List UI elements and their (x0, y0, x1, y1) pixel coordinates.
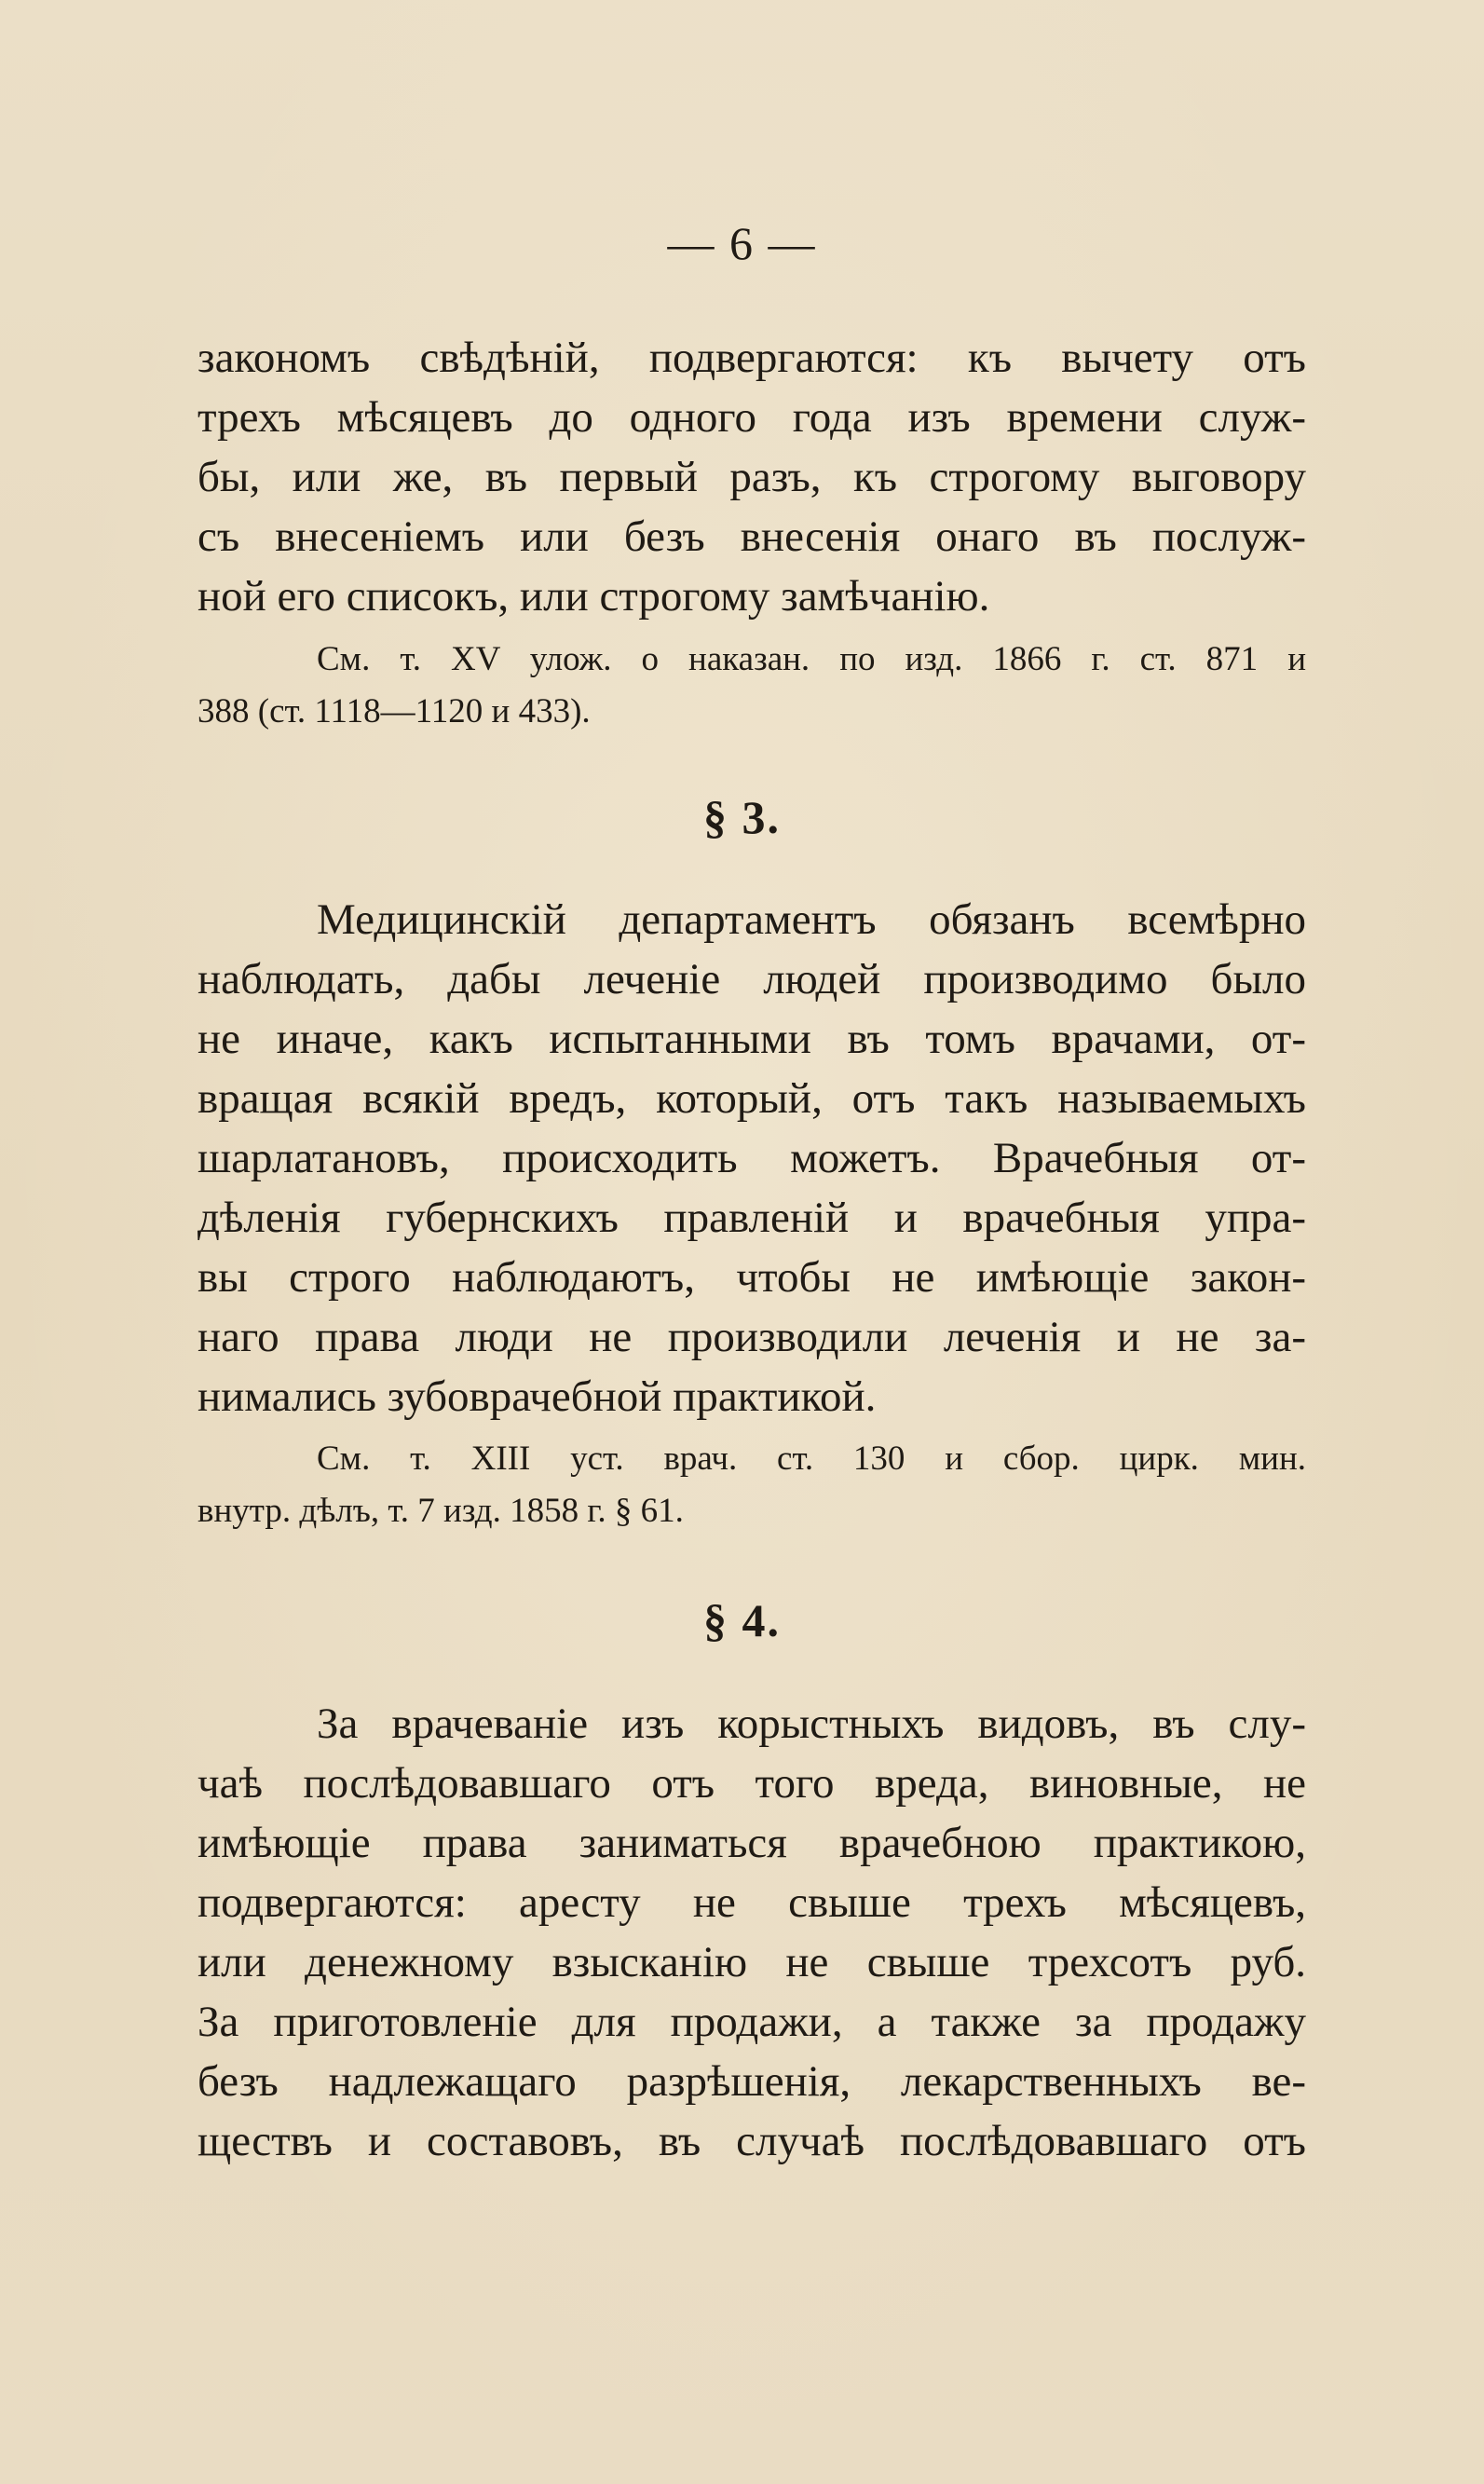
text-line: ществъ и составовъ, въ случаѣ послѣдовавшаго отъ (197, 2117, 1306, 2165)
paragraph-2 (197, 890, 1306, 1426)
text-line: вращая всякій вредъ, который, отъ такъ называемыхъ (197, 1074, 1306, 1123)
note-line: См. т. XV улож. о наказан. по изд. 1866 г. ст. 871 и (317, 640, 1306, 678)
text-line: безъ надлежащаго разрѣшенія, лекарственныхъ ве- (197, 2057, 1306, 2106)
text-line: Медицинскій департаментъ обязанъ всемѣрно (317, 895, 1306, 944)
page-number: — 6 — (667, 217, 817, 269)
note-line: См. т. XIII уст. врач. ст. 130 и сбор. цирк. мин. (317, 1440, 1306, 1478)
paragraph-3 (197, 1694, 1306, 2171)
note-line: внутр. дѣлъ, т. 7 изд. 1858 г. § 61. (197, 1492, 684, 1530)
paragraph-1 (197, 328, 1306, 626)
text-line: или денежному взысканію не свыше трехсотъ руб. (197, 1938, 1306, 1986)
section-heading-3: § 3. (703, 791, 781, 843)
text-line: За врачеваніе изъ корыстныхъ видовъ, въ слу- (317, 1699, 1306, 1748)
footnote-2 (197, 1433, 1306, 1537)
text-line: ной его списокъ, или строгому замѣчанію. (197, 572, 990, 621)
text-line: бы, или же, въ первый разъ, къ строгому выговору (197, 453, 1306, 501)
footnote-1 (197, 634, 1306, 738)
text-line: За приготовленіе для продажи, а также за продажу (197, 1998, 1306, 2046)
text-line: дѣленія губернскихъ правленій и врачебныя упра- (197, 1194, 1306, 1242)
text-line: вы строго наблюдаютъ, чтобы не имѣющіе закон- (197, 1253, 1306, 1302)
text-line: съ внесеніемъ или безъ внесенія онаго въ послуж- (197, 512, 1306, 561)
text-line: нимались зубоврачебной практикой. (197, 1372, 877, 1421)
text-line: наго права люди не производили леченія и не за- (197, 1313, 1306, 1361)
section-heading-4: § 4. (703, 1594, 781, 1646)
text-line: чаѣ послѣдовавшаго отъ того вреда, виновные, не (197, 1759, 1306, 1808)
text-line: трехъ мѣсяцевъ до одного года изъ времени служ- (197, 393, 1306, 442)
text-line: подвергаются: аресту не свыше трехъ мѣсяцевъ, (197, 1878, 1306, 1927)
text-line: шарлатановъ, происходить можетъ. Врачебныя от- (197, 1134, 1306, 1182)
text-line: не иначе, какъ испытанными въ томъ врачами, от- (197, 1015, 1306, 1063)
text-line: закономъ свѣдѣній, подвергаются: къ вычету отъ (197, 334, 1306, 382)
text-line: имѣющіе права заниматься врачебною практикою, (197, 1819, 1306, 1867)
text-line: наблюдать, дабы леченіе людей производимо было (197, 955, 1306, 1003)
note-line: 388 (ст. 1118—1120 и 433). (197, 692, 591, 730)
